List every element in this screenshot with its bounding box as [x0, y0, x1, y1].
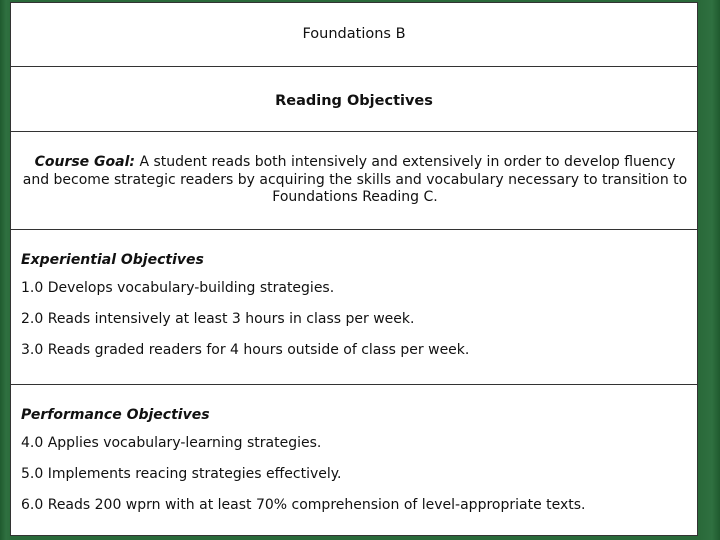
course-goal-label: Course Goal:: [34, 154, 135, 170]
section-heading: Reading Objectives: [275, 93, 433, 109]
objective-item: 2.0 Reads intensively at least 3 hours in class per week.: [21, 311, 415, 327]
title-row: [11, 3, 697, 67]
objectives-table: [10, 2, 698, 536]
objective-item: 3.0 Reads graded readers for 4 hours outside of class per week.: [21, 342, 470, 358]
performance-section: [21, 407, 687, 528]
experiential-section: [21, 252, 687, 373]
performance-row: [11, 385, 697, 537]
objective-item: 4.0 Applies vocabulary-learning strategies.: [21, 435, 322, 451]
objective-item: 1.0 Develops vocabulary-building strategies.: [21, 280, 335, 296]
experiential-row: [11, 230, 697, 385]
experiential-title: Experiential Objectives: [21, 252, 204, 268]
page-title: Foundations B: [302, 26, 406, 42]
course-goal-text: A student reads both intensively and extensively in order to develop fluency and become strategic readers by acquiring the skills and vocabulary necessary to transition to Foundations Reading C.: [22, 154, 688, 205]
objective-item: 5.0 Implements reacing strategies effectively.: [21, 466, 342, 482]
objective-item: 6.0 Reads 200 wprn with at least 70% comprehension of level-appropriate texts.: [21, 497, 586, 513]
heading-row: [11, 67, 697, 132]
performance-title: Performance Objectives: [21, 407, 210, 423]
course-goal: [21, 154, 689, 207]
course-goal-row: [11, 132, 697, 230]
